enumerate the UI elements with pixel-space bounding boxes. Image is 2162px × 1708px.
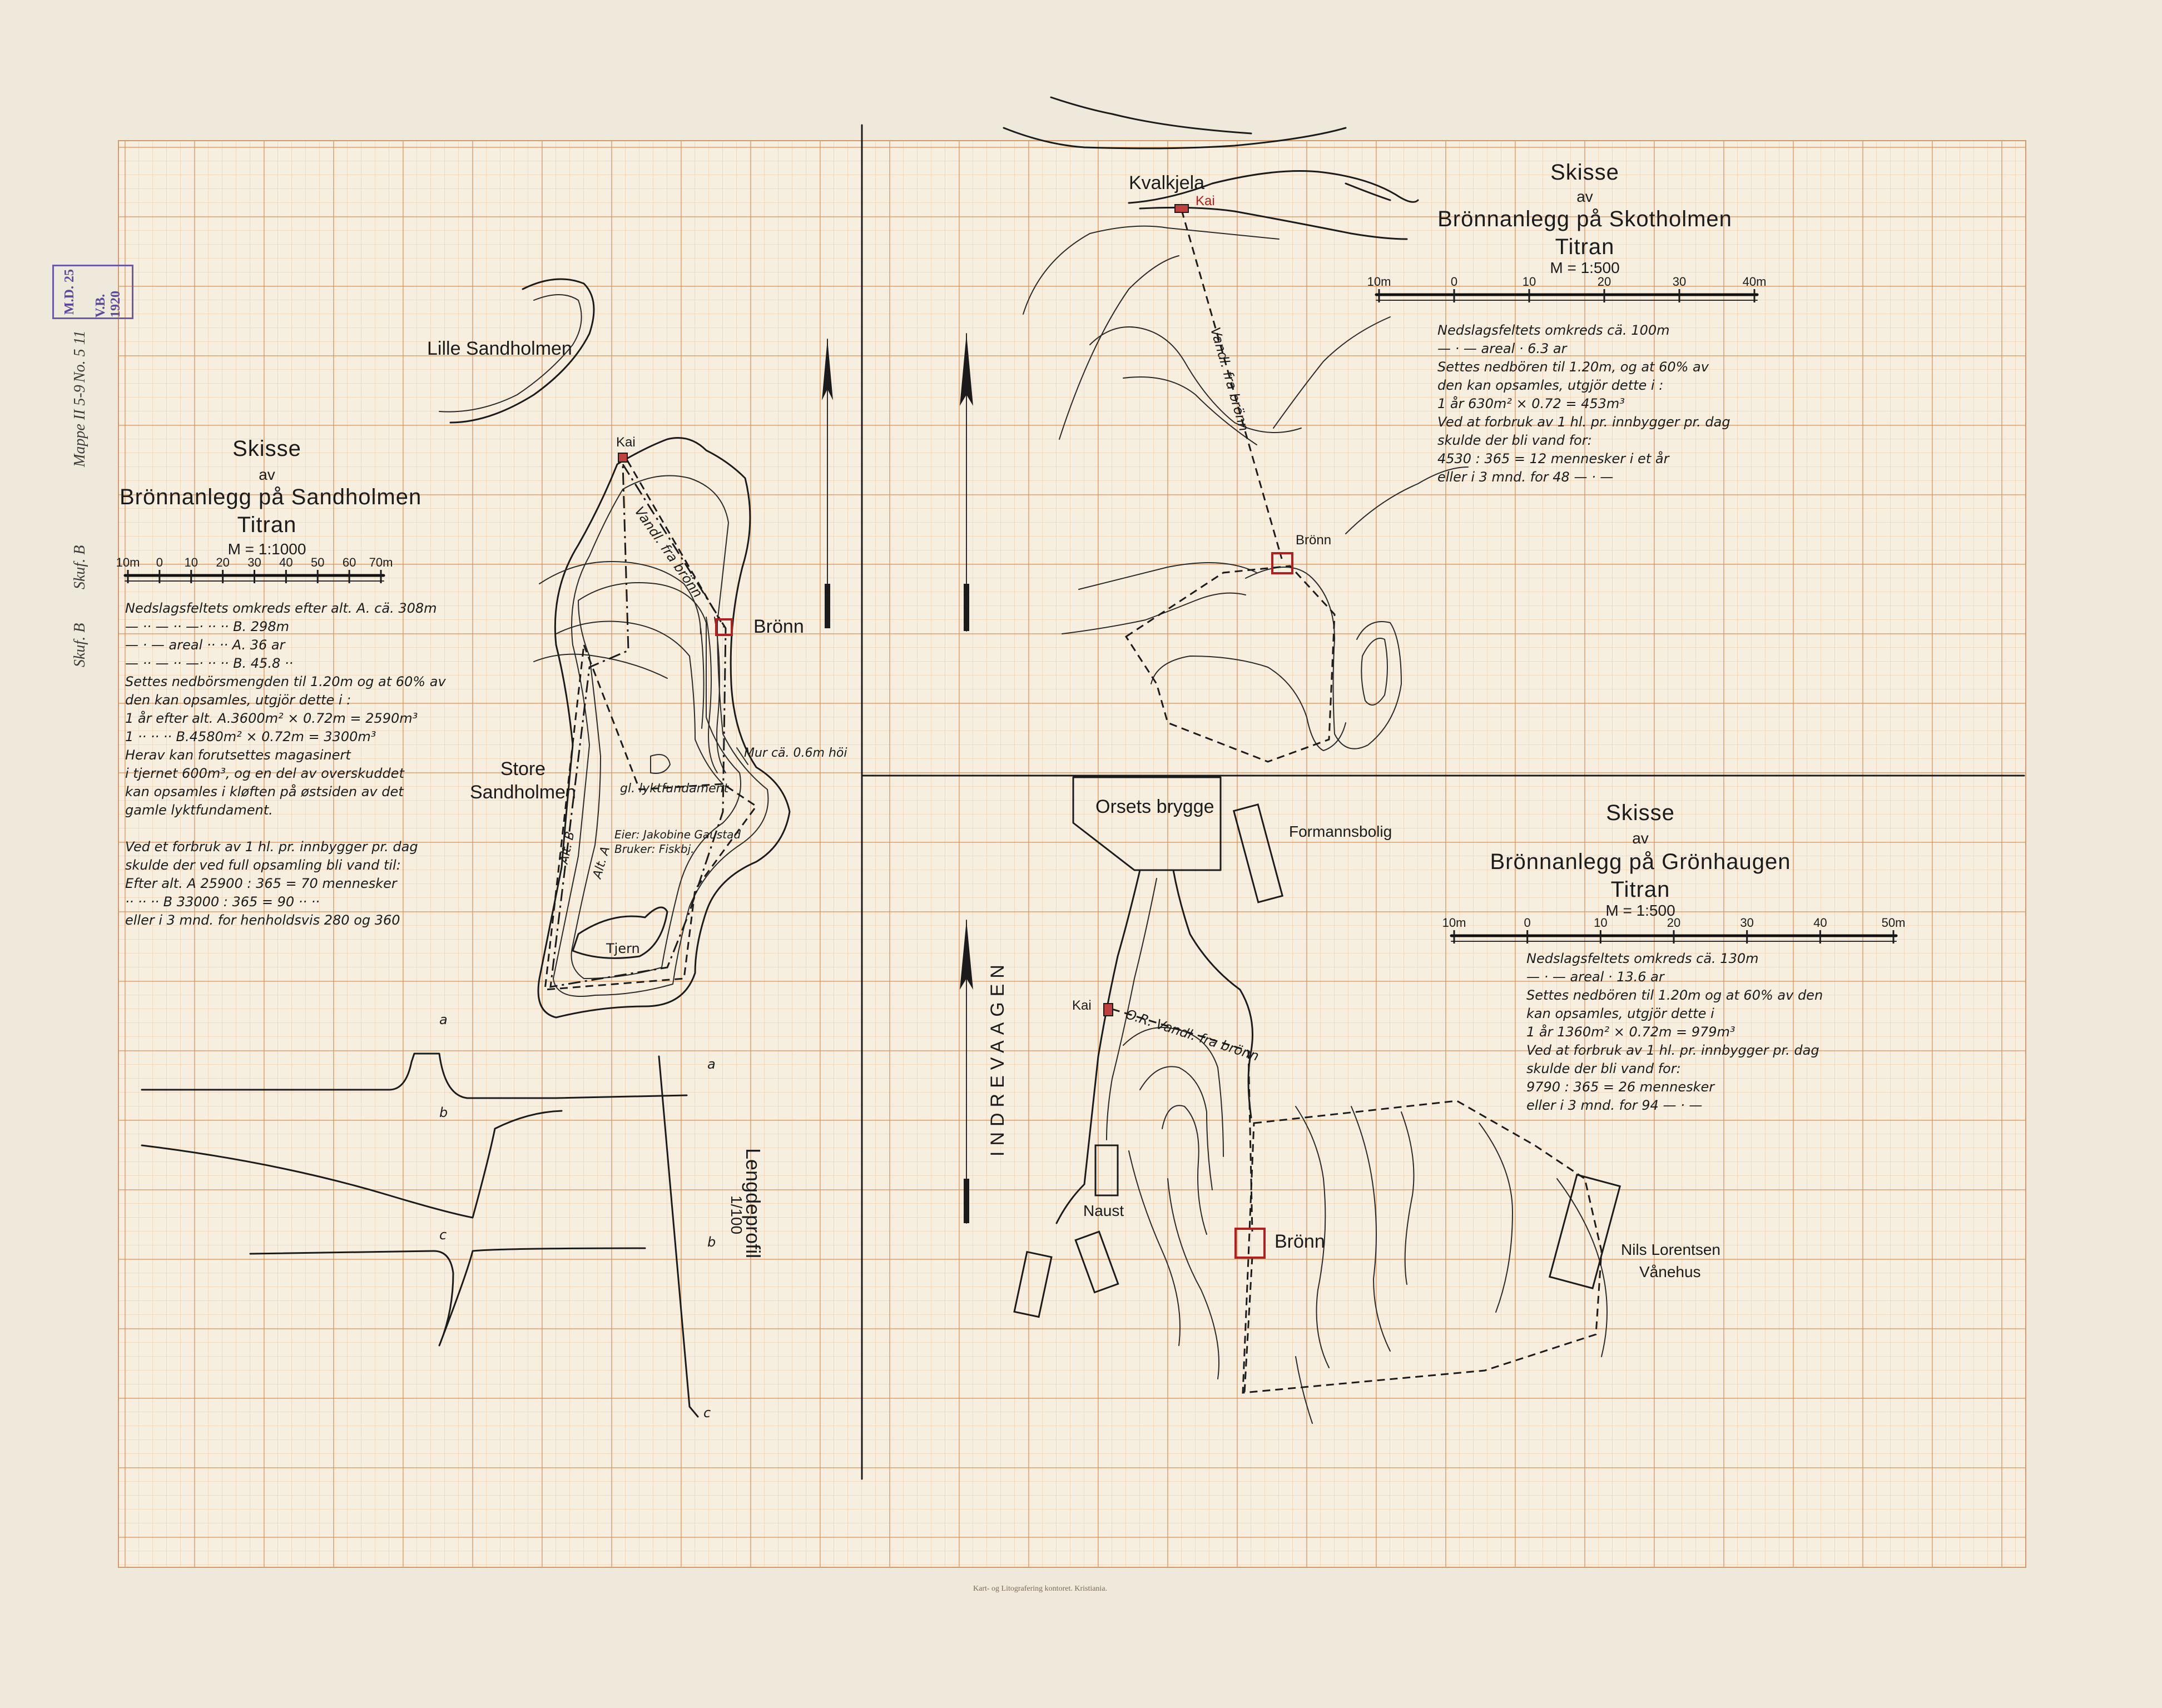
sandholmen-contour-3: [556, 622, 723, 785]
gron-kai: [1104, 1004, 1113, 1016]
skotholmen-scale-tick-label: 10m: [1367, 275, 1391, 289]
skotholmen-title: Skisse: [1550, 160, 1619, 185]
skot-contour-9: [1151, 656, 1346, 751]
sandholmen-note-line: — ·· — ·· —· ·· ·· B. 45.8 ··: [125, 656, 294, 671]
shed-1: [1014, 1252, 1052, 1317]
sandholmen-pipe: [627, 460, 724, 627]
label-bruker-line: Bruker: Fiskbj.: [614, 842, 695, 856]
skotholmen-note-line: skulde der bli vand for:: [1437, 433, 1592, 448]
sandholmen-note-line: [125, 820, 446, 838]
sandholmen-scale-tick-label: 10: [184, 555, 198, 569]
skot-contour-10: [1246, 567, 1401, 749]
skotholmen-scale-bar: [1367, 275, 1767, 302]
label-mur: Mur cä. 0.6m höi: [744, 746, 847, 760]
gron-contour-11: [1557, 1179, 1607, 1357]
skot-bronn: [1272, 553, 1292, 573]
margin-note-skuf-1: Skuf. B: [71, 545, 88, 589]
skotholmen-note-line: — · — areal · 6.3 ar: [1437, 341, 1567, 356]
gronhaugen-scale-tick-label: 0: [1524, 916, 1531, 930]
gronhaugen-note-line: — · — areal · 13.6 ar: [1526, 969, 1664, 985]
orsets-brygge-outline: [1073, 777, 1221, 870]
gron-contour-3: [1140, 1066, 1212, 1190]
skotholmen-scale-tick-label: 30: [1672, 275, 1687, 289]
gronhaugen-av: av: [1632, 830, 1649, 847]
gronhaugen-note-line: kan opsamles, utgjör dette i: [1526, 1006, 1714, 1021]
profile-point-a-1: a: [439, 1012, 448, 1027]
sandholmen-contour-5: [534, 654, 667, 678]
skot-top-shore-1: [1051, 97, 1251, 133]
gronhaugen-scale: M = 1:500: [1605, 902, 1675, 919]
profile-curve-a: [142, 1111, 562, 1218]
label-lille-sandholmen: Lille Sandholmen: [427, 338, 572, 359]
gronhaugen-scale-tick-label: 10: [1594, 916, 1608, 930]
skot-contour-3: [1090, 327, 1301, 433]
ravine-line-1: [706, 617, 717, 773]
label-sandholmen-vandl: Vandl. fra brönn: [631, 504, 706, 601]
gron-contour-4: [1162, 1105, 1207, 1234]
gronhaugen-scale-bar: [1442, 916, 1906, 944]
sandholmen-note-line: 1 år efter alt. A.3600m² × 0.72m = 2590m³: [125, 711, 418, 726]
gronhaugen-scale-tick-label: 30: [1740, 916, 1754, 930]
gronhaugen-scale-tick-label: 50m: [1881, 916, 1906, 930]
sandholmen-note-line: — · — areal ·· ·· A. 36 ar: [125, 637, 285, 653]
sandholmen-note-line: skulde der ved full opsamling bli vand til:: [125, 857, 401, 873]
profile-point-b-1: b: [439, 1105, 448, 1120]
profile-point-b-2: b: [707, 1234, 716, 1250]
stamp-line-2: V.B. 1920: [93, 291, 123, 317]
skot-coast-3: [1346, 183, 1390, 200]
gron-contour-6: [1129, 1151, 1180, 1345]
shed-2: [1075, 1232, 1118, 1292]
sandholmen-kai: [618, 453, 627, 462]
skotholmen-subtitle: Brönnanlegg på Skotholmen: [1437, 207, 1732, 231]
gronhaugen-note-line: 9790 : 365 = 26 mennesker: [1526, 1079, 1715, 1095]
skotholmen-scale-tick-label: 40m: [1742, 275, 1767, 289]
sandholmen-note-line: — ·· — ·· —· ·· ·· B. 298m: [125, 619, 289, 634]
gron-contour-12: [1296, 1357, 1312, 1423]
skotholmen-note-line: 1 år 630m² × 0.72 = 453m³: [1437, 396, 1625, 411]
skotholmen-notes: [1437, 321, 1730, 486]
gron-shore-left: [1057, 870, 1140, 1223]
label-gron-kai: Kai: [1072, 998, 1092, 1013]
skot-contour-11: [1361, 638, 1387, 705]
sandholmen-note-line: ·· ·· ·· B 33000 : 365 = 90 ·· ··: [125, 894, 320, 910]
gronhaugen-note-line: skulde der bli vand for:: [1526, 1061, 1681, 1076]
printer-footer: Kart- og Litografering kontoret. Kristiania.: [973, 1585, 1108, 1593]
sandholmen-scale-tick-label: 20: [216, 555, 230, 569]
gronhaugen-place: Titran: [1610, 877, 1670, 902]
label-gron-vandl: O.R. Vandl. fra brönn: [1123, 1006, 1261, 1064]
profile-title: Lengdeprofil: [742, 1148, 765, 1259]
gron-contour-8: [1351, 1106, 1390, 1351]
naust-building: [1095, 1145, 1118, 1195]
label-gron-bronn: Brönn: [1275, 1231, 1325, 1252]
label-orsets-brygge: Orsets brygge: [1095, 796, 1214, 817]
gron-bronn: [1236, 1229, 1265, 1258]
label-eier: [614, 827, 741, 856]
skotholmen-av: av: [1576, 188, 1593, 205]
profile-scale: 1/100: [728, 1195, 745, 1235]
margin-note-skuf-2: Skuf. B: [71, 623, 88, 667]
sandholmen-scale-tick-label: 50: [311, 555, 325, 569]
skotholmen-scale-tick-label: 20: [1597, 275, 1611, 289]
label-alt-a: Alt. A: [590, 845, 613, 880]
sandholmen-note-line: i tjernet 600m³, og en del av overskuddet: [125, 766, 404, 781]
gron-contour-5: [1168, 1179, 1219, 1379]
sandholmen-scale-tick-label: 30: [247, 555, 261, 569]
ravine-line-3: [701, 628, 704, 728]
label-vanehus: Vånehus: [1639, 1263, 1701, 1280]
sandholmen-title: Skisse: [232, 436, 301, 461]
label-alt-b: Alt. B: [557, 830, 578, 866]
skot-top-shore-2: [1004, 128, 1346, 148]
sandholmen-scale-bar: [116, 555, 393, 583]
north-arrow-skotholmen: [960, 334, 973, 631]
label-store-sandholmen: Store Sandholmen: [470, 758, 576, 803]
label-lyktfundament: gl. lyktfundament: [620, 782, 729, 796]
label-nils-lorentsen: Nils Lorentsen: [1621, 1241, 1720, 1258]
alt-a-boundary: [551, 464, 729, 987]
north-arrow-gronhaugen: [960, 920, 973, 1223]
label-kvalkjela: Kvalkjela: [1129, 172, 1205, 193]
skotholmen-note-line: eller i 3 mnd. for 48 — · —: [1437, 469, 1614, 485]
skotholmen-note-line: Nedslagsfeltets omkreds cä. 100m: [1437, 322, 1670, 338]
sandholmen-place: Titran: [237, 513, 297, 537]
margin-note-mappe: Mappe II 5-9: [71, 385, 88, 467]
profile-curve-c: [250, 1248, 645, 1345]
label-sandholmen-bronn: Brönn: [753, 616, 804, 637]
gronhaugen-scale-tick-label: 20: [1667, 916, 1681, 930]
skotholmen-place: Titran: [1555, 235, 1615, 259]
skotholmen-note-line: den kan opsamles, utgjör dette i :: [1437, 378, 1664, 393]
skotholmen-note-line: Ved at forbruk av 1 hl. pr. innbygger pr. dag: [1437, 414, 1730, 430]
label-tjern: Tjern: [606, 941, 640, 956]
gronhaugen-note-line: Nedslagsfeltets omkreds cä. 130m: [1526, 951, 1759, 966]
profile-line: [659, 1056, 698, 1417]
sandholmen-note-line: Efter alt. A 25900 : 365 = 70 mennesker: [125, 876, 397, 891]
knoll: [651, 754, 670, 773]
stamp-line-1: M.D. 25: [62, 269, 77, 315]
formannsbolig-building: [1234, 805, 1282, 902]
skot-contour-5: [1273, 317, 1390, 428]
profile-point-a-2: a: [707, 1056, 716, 1072]
label-skot-kai: Kai: [1196, 193, 1215, 208]
gronhaugen-subtitle: Brönnanlegg på Grönhaugen: [1490, 850, 1791, 874]
sandholmen-note-line: kan opsamles i kløften på østsiden av det: [125, 784, 404, 800]
skot-contour-7: [1062, 593, 1246, 634]
sandholmen-scale-tick-label: 0: [156, 555, 163, 569]
sandholmen-note-line: gamle lyktfundament.: [125, 802, 273, 818]
gron-shore-right: [1173, 870, 1253, 1118]
label-skot-vandl: Vandl. fra brönn: [1207, 325, 1252, 433]
margin-note-no: No. 5 11: [71, 330, 88, 383]
label-sandholmen-kai: Kai: [616, 435, 636, 450]
skot-catchment: [1126, 566, 1335, 762]
gronhaugen-note-line: Settes nedbören til 1.20m og at 60% av den: [1526, 987, 1823, 1003]
gron-contour-10: [1479, 1123, 1513, 1312]
gronhaugen-note-line: Ved at forbruk av 1 hl. pr. innbygger pr. dag: [1526, 1042, 1819, 1058]
skotholmen-scale: M = 1:500: [1550, 259, 1620, 276]
profile-point-c-1: c: [439, 1227, 447, 1243]
sandholmen-notes: [125, 599, 446, 930]
skotholmen-note-line: 4530 : 365 = 12 mennesker i et år: [1437, 451, 1669, 466]
skotholmen-scale-tick-label: 0: [1450, 275, 1458, 289]
sandholmen-subtitle: Brönnanlegg på Sandholmen: [120, 485, 422, 509]
gronhaugen-scale-tick-label: 10m: [1442, 916, 1466, 930]
profile-point-c-2: c: [703, 1405, 711, 1421]
sandholmen-note-line: eller i 3 mnd. for henholdsvis 280 og 360: [125, 912, 400, 928]
gron-pipe-2: [1248, 1051, 1252, 1232]
north-arrow-sandholmen: [822, 339, 833, 628]
skotholmen-note-line: Settes nedbören til 1.20m, og at 60% av: [1437, 359, 1709, 375]
sandholmen-scale-tick-label: 40: [279, 555, 293, 569]
label-indrevaagen: INDREVAAGEN: [987, 959, 1008, 1156]
sandholmen-note-line: Nedslagsfeltets omkreds efter alt. A. cä. 308m: [125, 600, 437, 616]
sandholmen-note-line: Herav kan forutsettes magasinert: [125, 747, 351, 763]
label-formannsbolig: Formannsbolig: [1289, 823, 1392, 840]
gron-contour-9: [1401, 1112, 1414, 1284]
label-skot-bronn: Brönn: [1296, 533, 1332, 548]
skot-kai: [1175, 205, 1188, 212]
skot-contour-2: [1059, 256, 1179, 439]
sandholmen-note-line: 1 ·· ·· ·· B.4580m² × 0.72m = 3300m³: [125, 729, 376, 744]
profile-curve-b: [142, 1054, 687, 1098]
sandholmen-note-line: Ved et forbruk av 1 hl. pr. innbygger pr. dag: [125, 839, 418, 855]
gronhaugen-notes: [1526, 950, 1823, 1115]
sandholmen-av: av: [259, 466, 275, 483]
gronhaugen-title: Skisse: [1606, 801, 1675, 825]
sandholmen-scale-tick-label: 10m: [116, 555, 140, 569]
gronhaugen-scale-tick-label: 40: [1813, 916, 1827, 930]
sandholmen-scale-tick-label: 60: [342, 555, 356, 569]
sandholmen-note-line: Settes nedbörsmengden til 1.20m og at 60% av: [125, 674, 446, 689]
vanehus-building: [1550, 1175, 1620, 1288]
gronhaugen-note-line: 1 år 1360m² × 0.72m = 979m³: [1526, 1024, 1735, 1040]
label-naust: Naust: [1083, 1202, 1124, 1219]
sandholmen-scale-tick-label: 70m: [369, 555, 393, 569]
skotholmen-scale-tick-label: 10: [1522, 275, 1536, 289]
label-eier-line: Eier: Jakobine Gaustad: [614, 828, 741, 841]
sandholmen-scale: M = 1:1000: [227, 540, 306, 558]
gronhaugen-note-line: eller i 3 mnd. for 94 — · —: [1526, 1098, 1703, 1113]
skot-contour-8: [1079, 563, 1257, 589]
sandholmen-note-line: den kan opsamles, utgjör dette i :: [125, 692, 351, 708]
